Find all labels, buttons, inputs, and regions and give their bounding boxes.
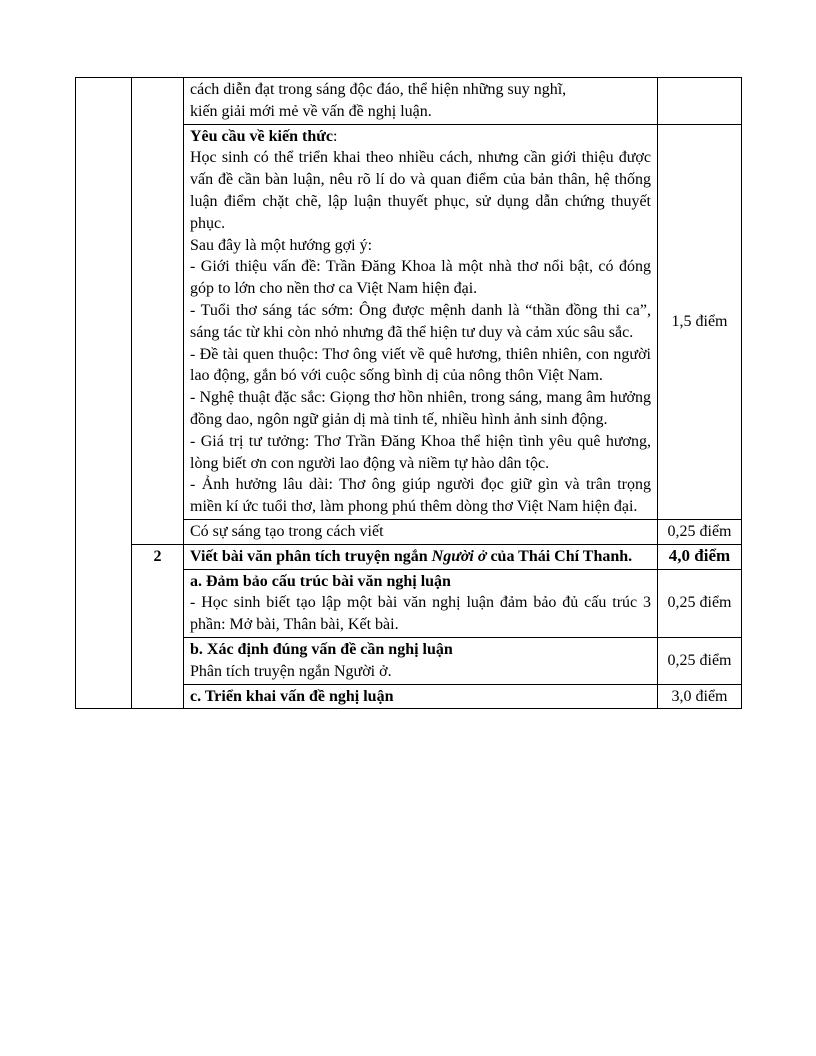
criterion-text: - Học sinh biết tạo lập một bài văn nghị luận đảm bảo đủ cấu trúc 3 phần: Mở bài, Thân bài, Kết bài. <box>190 594 651 634</box>
bullet-item: - Ảnh hưởng lâu dài: Thơ ông giúp người đọc giữ gìn và trân trọng miền kí ức tuổi thơ, làm phong phú thêm dòng thơ Việt Nam hiện đại. <box>190 476 651 516</box>
score-cell <box>658 519 742 544</box>
content-cell <box>184 637 658 684</box>
text-line: kiến giải mới mẻ về vấn đề nghị luận. <box>190 102 432 120</box>
question-number-cell <box>132 78 184 545</box>
text-line: cách diễn đạt trong sáng độc đáo, thể hiện những suy nghĩ, <box>190 81 567 98</box>
score-cell <box>658 78 742 125</box>
question-number: 2 <box>153 547 162 565</box>
content-cell <box>184 519 658 544</box>
bullet-item: - Giá trị tư tưởng: Thơ Trần Đăng Khoa thể hiện tình yêu quê hương, lòng biết ơn con người lao động và niềm tự hào dân tộc. <box>190 432 651 472</box>
table-row <box>76 78 742 125</box>
criterion-heading: c. Triển khai vấn đề nghị luận <box>190 687 394 705</box>
score-value: 3,0 điểm <box>671 687 728 705</box>
content-cell <box>184 78 658 125</box>
bullet-item: - Đề tài quen thuộc: Thơ ông viết về quê hương, thiên nhiên, con người lao động, gắn bó với cuộc sống bình dị của nông thôn Việt Nam. <box>190 345 651 385</box>
question-number-cell <box>132 544 184 709</box>
score-cell <box>658 124 742 519</box>
criterion-heading: b. Xác định đúng vấn đề cần nghị luận <box>190 640 453 658</box>
score-cell <box>658 569 742 637</box>
criterion-text: Phân tích truyện ngắn Người ở. <box>190 662 392 680</box>
section-cell <box>76 78 132 709</box>
creativity-text: Có sự sáng tạo trong cách viết <box>190 522 384 540</box>
score-cell <box>658 684 742 709</box>
table-row <box>76 544 742 569</box>
content-cell <box>184 684 658 709</box>
scoring-rubric-table <box>75 77 742 709</box>
content-cell <box>184 569 658 637</box>
content-cell <box>184 124 658 519</box>
guide-line: Sau đây là một hướng gợi ý: <box>190 236 373 254</box>
score-value: 0,25 điểm <box>667 594 732 612</box>
story-title: Người ở <box>431 547 487 565</box>
bullet-item: - Nghệ thuật đặc sắc: Giọng thơ hồn nhiên, trong sáng, mang âm hưởng đồng dao, ngôn ngữ giản dị mà tinh tế, nhiều hình ảnh sinh động. <box>190 389 651 428</box>
bullet-item: - Tuổi thơ sáng tác sớm: Ông được mệnh danh là “thần đồng thi ca”, sáng tác từ khi còn nhỏ nhưng đã thể hiện tư duy và cảm xúc sâu sắc. <box>190 301 651 341</box>
knowledge-heading: Yêu cầu về kiến thức <box>190 127 333 145</box>
knowledge-paragraph: Học sinh có thể triển khai theo nhiều cách, nhưng cần giới thiệu được vấn đề cần bàn luận, nêu rõ lí do và quan điểm của bản thân, hệ thống luận điểm chặt chẽ, lập luận thuyết phục, sử dụng dẫn chứng thuyết phục. <box>190 149 651 232</box>
score-cell <box>658 637 742 684</box>
score-value: 4,0 điểm <box>668 546 731 566</box>
bullet-item: - Giới thiệu vấn đề: Trần Đăng Khoa là một nhà thơ nổi bật, có đóng góp to lớn cho nền thơ ca Việt Nam hiện đại. <box>190 258 651 298</box>
score-value: 0,25 điểm <box>667 522 732 540</box>
score-cell <box>658 544 742 569</box>
score-value: 1,5 điểm <box>671 312 728 330</box>
score-value: 0,25 điểm <box>667 651 732 669</box>
content-cell: Viết bài văn phân tích truyện ngắn Người ở của Thái Chí Thanh. <box>184 544 658 569</box>
criterion-heading: a. Đảm bảo cấu trúc bài văn nghị luận <box>190 572 451 590</box>
knowledge-heading-line: Yêu cầu về kiến thức: <box>190 127 338 145</box>
